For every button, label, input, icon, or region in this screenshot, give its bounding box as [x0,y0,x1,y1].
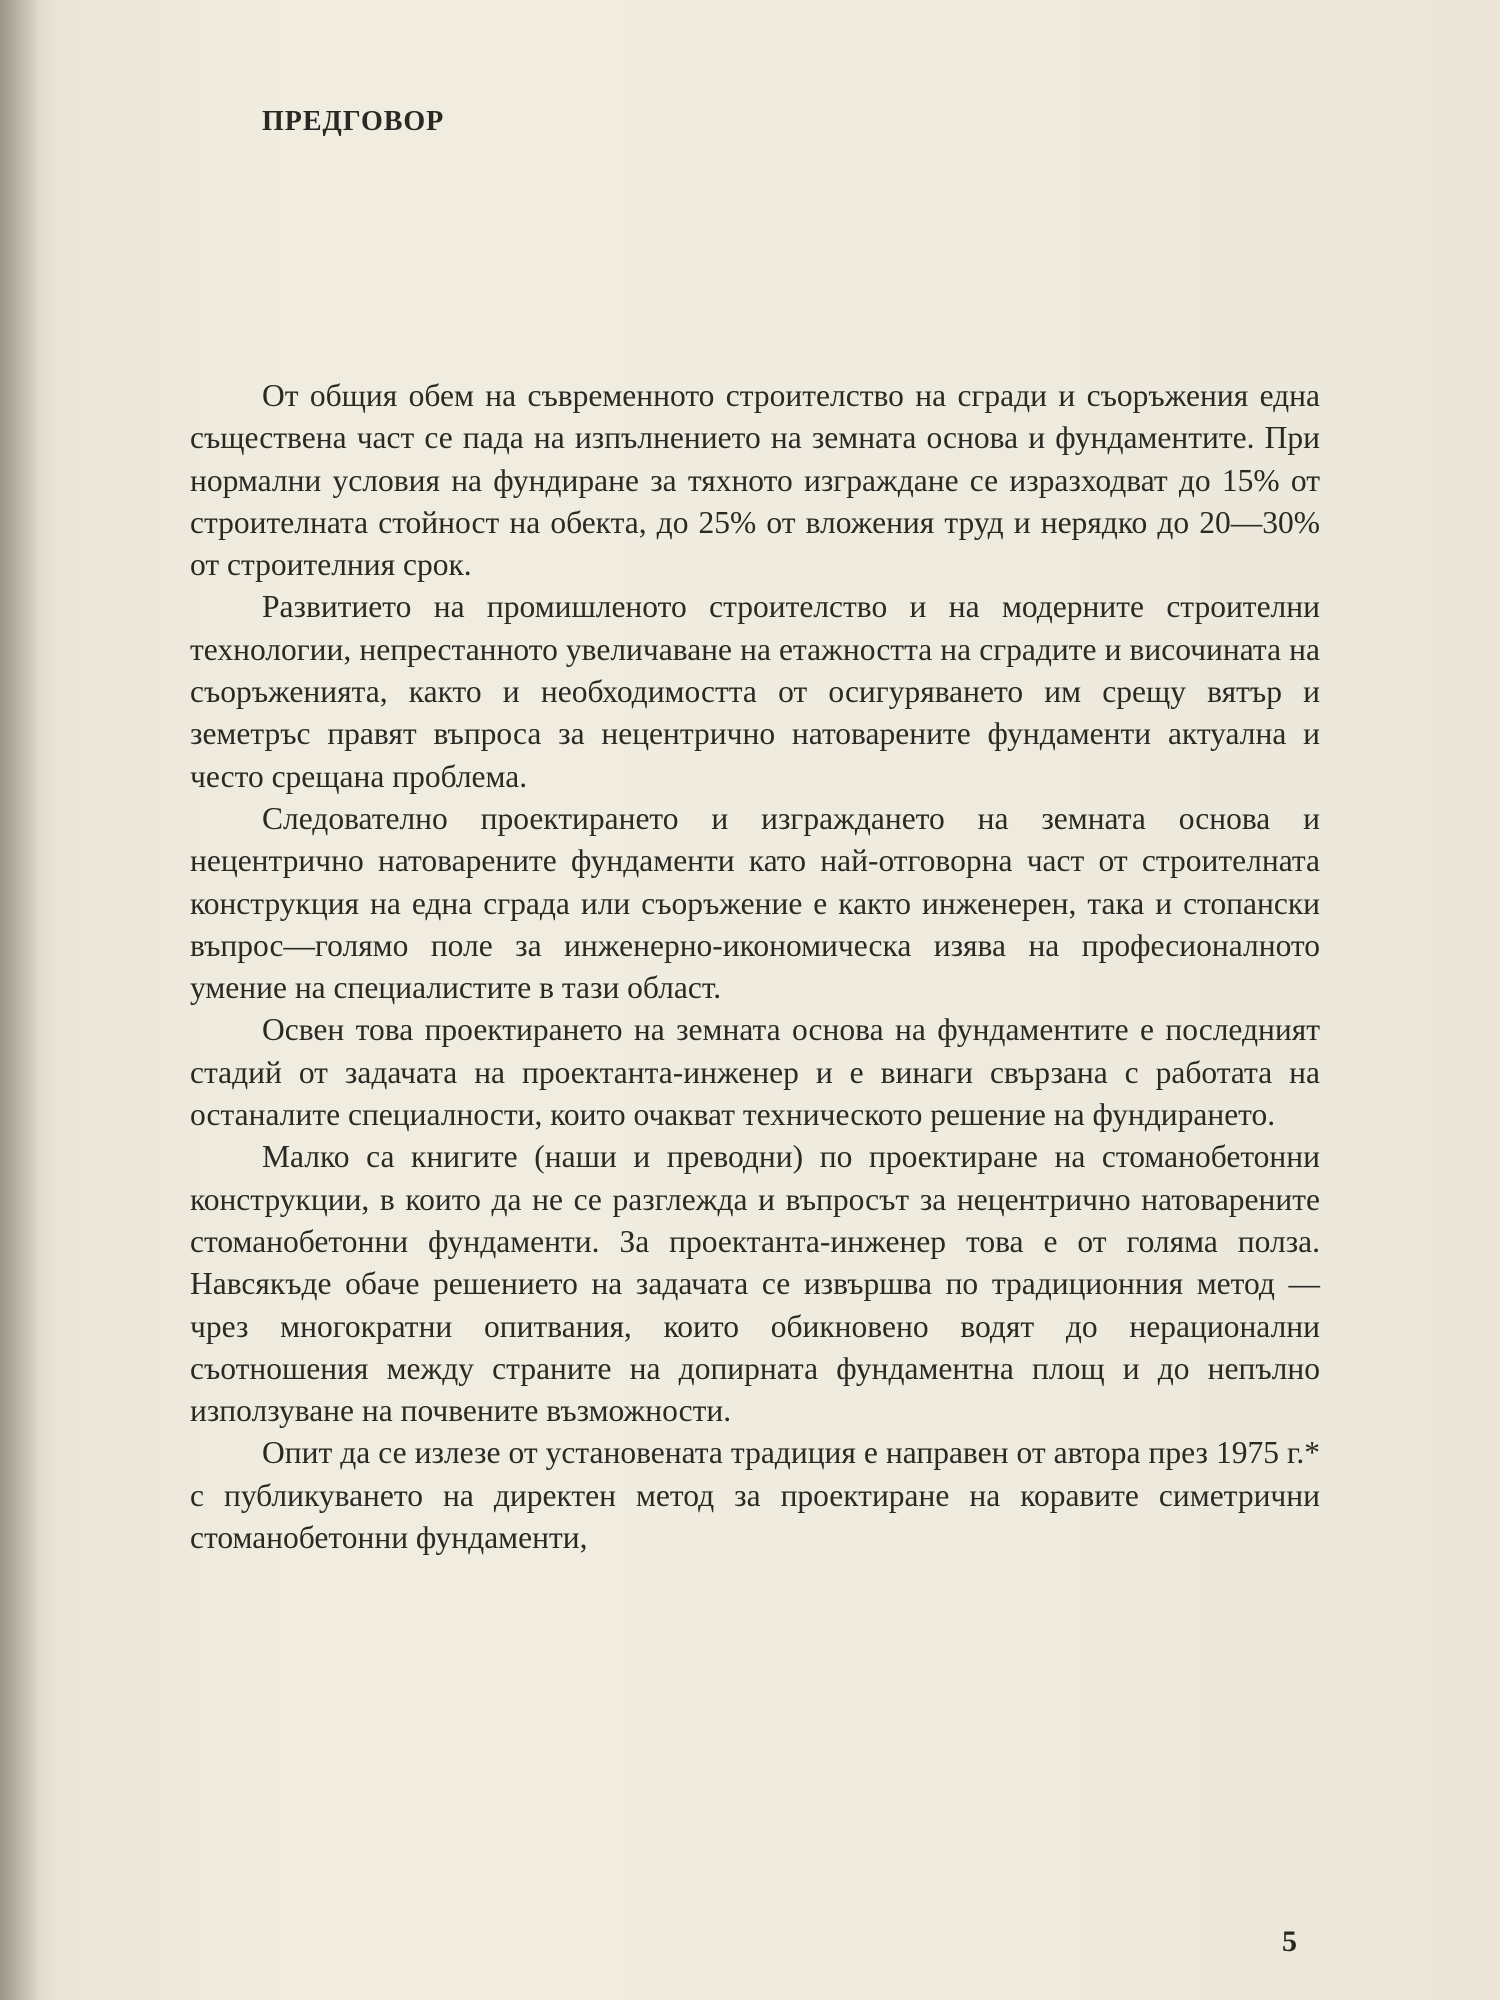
page-number: 5 [1282,1925,1297,1958]
page-heading: ПРЕДГОВОР [262,106,445,137]
paragraph: Опит да се излезе от установената традиция е направен от автора през 1975 г.* с публикуването на директен метод за проектиране на коравите симетрични стоманобетонни фундаменти, [190,1435,1320,1556]
paragraph: Следователно проектирането и изграждането на земната основа и нецентрично натоварените фундаменти като най-отговорна част от строителната конструкция на една сграда или съоръжение е както инженерен, така и стопански въпрос—голямо поле за инженерно-икономическа изява на професионалното умение на специалистите в тази област. [190,800,1320,1006]
body-text [190,375,1320,1559]
paragraph: От общия обем на съвременното строителство на сгради и съоръжения една съществена част се пада на изпълнението на земната основа и фундаментите. При нормални условия на фундиране за тяхното изграждане се изразходват до 15% от строителната стойност на обекта, до 25% от вложения труд и нерядко до 20—30% от строителния срок. [190,378,1320,583]
gutter-shadow [0,0,40,2000]
paragraph: Развитието на промишленото строителство и на модерните строителни технологии, непрестанното увеличаване на етажността на сградите и височината на съоръженията, както и необходимостта от осигуряването им срещу вятър и земетръс правят въпроса за нецентрично натоварените фундаменти актуална и често срещана проблема. [190,589,1320,794]
paragraph: Малко са книгите (наши и преводни) по проектиране на стоманобетонни конструкции, в които да не се разглежда и въпросът за нецентрично натоварените стоманобетонни фундаменти. За проектанта-инженер това е от голяма полза. Навсякъде обаче решението на задачата се извършва по традиционния метод — чрез многократни опитвания, които обикновено водят до нерационални съотношения между страните на допирната фундаментна площ и до непълно използуване на почвените възможности. [190,1139,1320,1429]
paragraph: Освен това проектирането на земната основа на фундаментите е последният стадий от задачата на проектанта-инженер и е винаги свързана с работата на останалите специалности, които очакват техническото решение на фундирането. [190,1012,1320,1133]
